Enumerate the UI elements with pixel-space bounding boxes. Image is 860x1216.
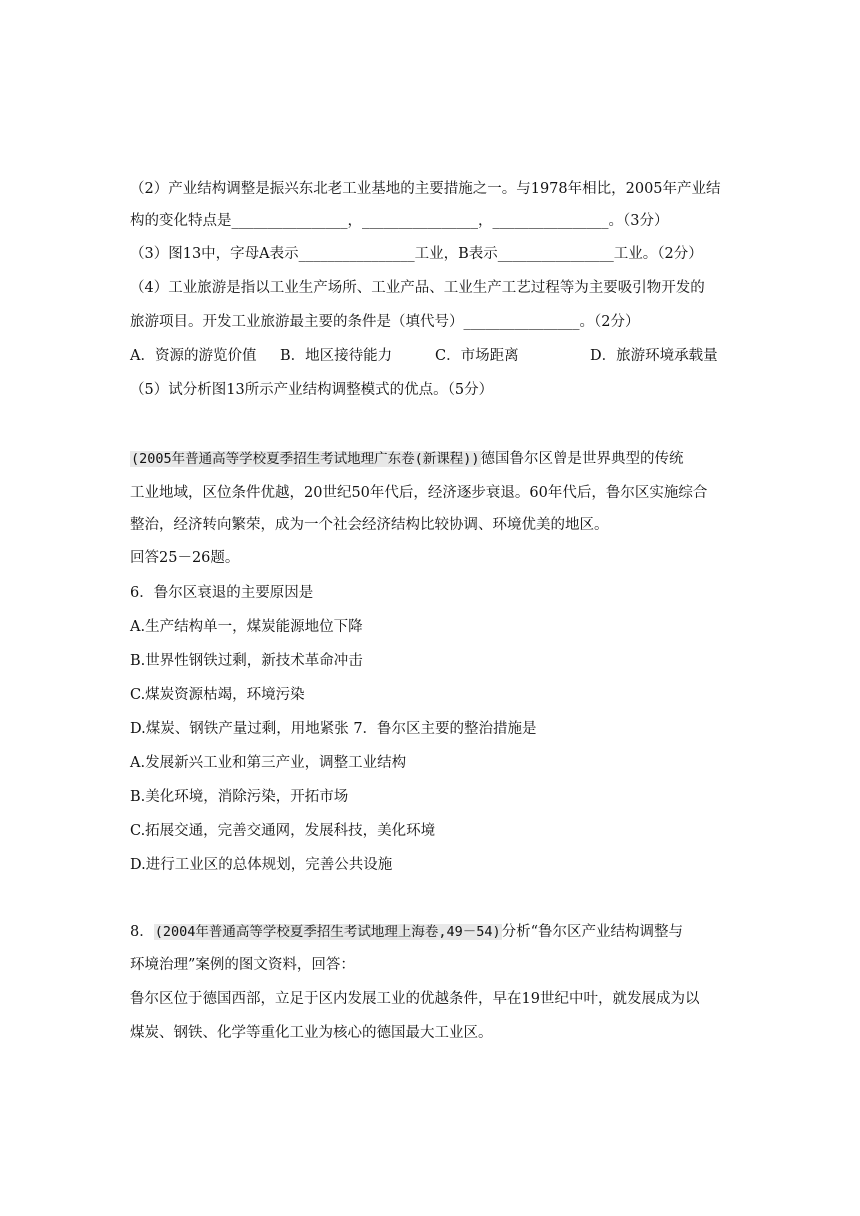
- q8-stem-line-2: 环境治理”案例的图文资料，回答：: [130, 957, 355, 973]
- q4-option-d: D．旅游环境承载量: [590, 348, 718, 364]
- q8-stem-text: 分析“鲁尔区产业结构调整与: [501, 924, 684, 940]
- q6-stem: 6．鲁尔区衰退的主要原因是: [130, 585, 314, 601]
- q3-line: （3）图13中，字母A表示________________工业，B表示________________工业。（2分）: [130, 246, 703, 262]
- q4-option-b: B．地区接待能力: [280, 348, 393, 364]
- ruhr-para-line-2: 煤炭、钢铁、化学等重化工业为核心的德国最大工业区。: [130, 1025, 493, 1041]
- q4-options: [130, 346, 730, 366]
- q4-line-1: （4）工业旅游是指以工业生产场所、工业产品、工业生产工艺过程等为主要吸引物开发的: [130, 280, 705, 296]
- instruction-line: 回答25－26题。: [130, 550, 240, 566]
- source-tag-2004: (2004年普通高等学校夏季招生考试地理上海卷,49－54): [154, 924, 501, 940]
- ruhr-para-line-1: 鲁尔区位于德国西部，立足于区内发展工业的优越条件，早在19世纪中叶，就发展成为以: [130, 991, 700, 1007]
- gd-intro-line-3: 整治，经济转向繁荣，成为一个社会经济结构比较协调、环境优美的地区。: [130, 517, 609, 533]
- q6-option-c: C.煤炭资源枯竭，环境污染: [130, 687, 305, 703]
- q6-option-d-q7-stem: D.煤炭、钢铁产量过剩，用地紧张 7．鲁尔区主要的整治措施是: [130, 721, 537, 737]
- source-tag-2005: (2005年普通高等学校夏季招生考试地理广东卷(新课程)): [131, 451, 480, 467]
- q4-option-c: C．市场距离: [435, 348, 519, 364]
- q7-option-d: D.进行工业区的总体规划，完善公共设施: [130, 857, 393, 873]
- gd-intro-line-1-text: 德国鲁尔区曾是世界典型的传统: [480, 451, 684, 467]
- q5-line: （5）试分析图13所示产业结构调整模式的优点。（5分）: [130, 382, 494, 398]
- q2-line-1: （2）产业结构调整是振兴东北老工业基地的主要措施之一。与1978年相比，2005年产业结: [130, 181, 721, 197]
- q8-number: 8．: [130, 924, 154, 940]
- q7-option-c: C.拓展交通，完善交通网，发展科技，美化环境: [130, 823, 436, 839]
- gd-intro-line-1: [130, 449, 730, 469]
- q8-stem-line-1: [130, 922, 730, 942]
- q7-option-a: A.发展新兴工业和第三产业，调整工业结构: [130, 755, 407, 771]
- q2-line-2: 构的变化特点是________________，________________，________________。（3分）: [130, 213, 669, 229]
- q7-option-b: B.美化环境，消除污染，开拓市场: [130, 789, 349, 805]
- q4-option-a: A．资源的游览价值: [130, 348, 257, 364]
- q6-option-a: A.生产结构单一，煤炭能源地位下降: [130, 619, 363, 635]
- q4-line-2: 旅游项目。开发工业旅游最主要的条件是（填代号）________________。（2分）: [130, 314, 640, 330]
- q6-option-b: B.世界性钢铁过剩，新技术革命冲击: [130, 653, 363, 669]
- gd-intro-line-2: 工业地域，区位条件优越，20世纪50年代后，经济逐步衰退。60年代后，鲁尔区实施综合: [130, 485, 708, 501]
